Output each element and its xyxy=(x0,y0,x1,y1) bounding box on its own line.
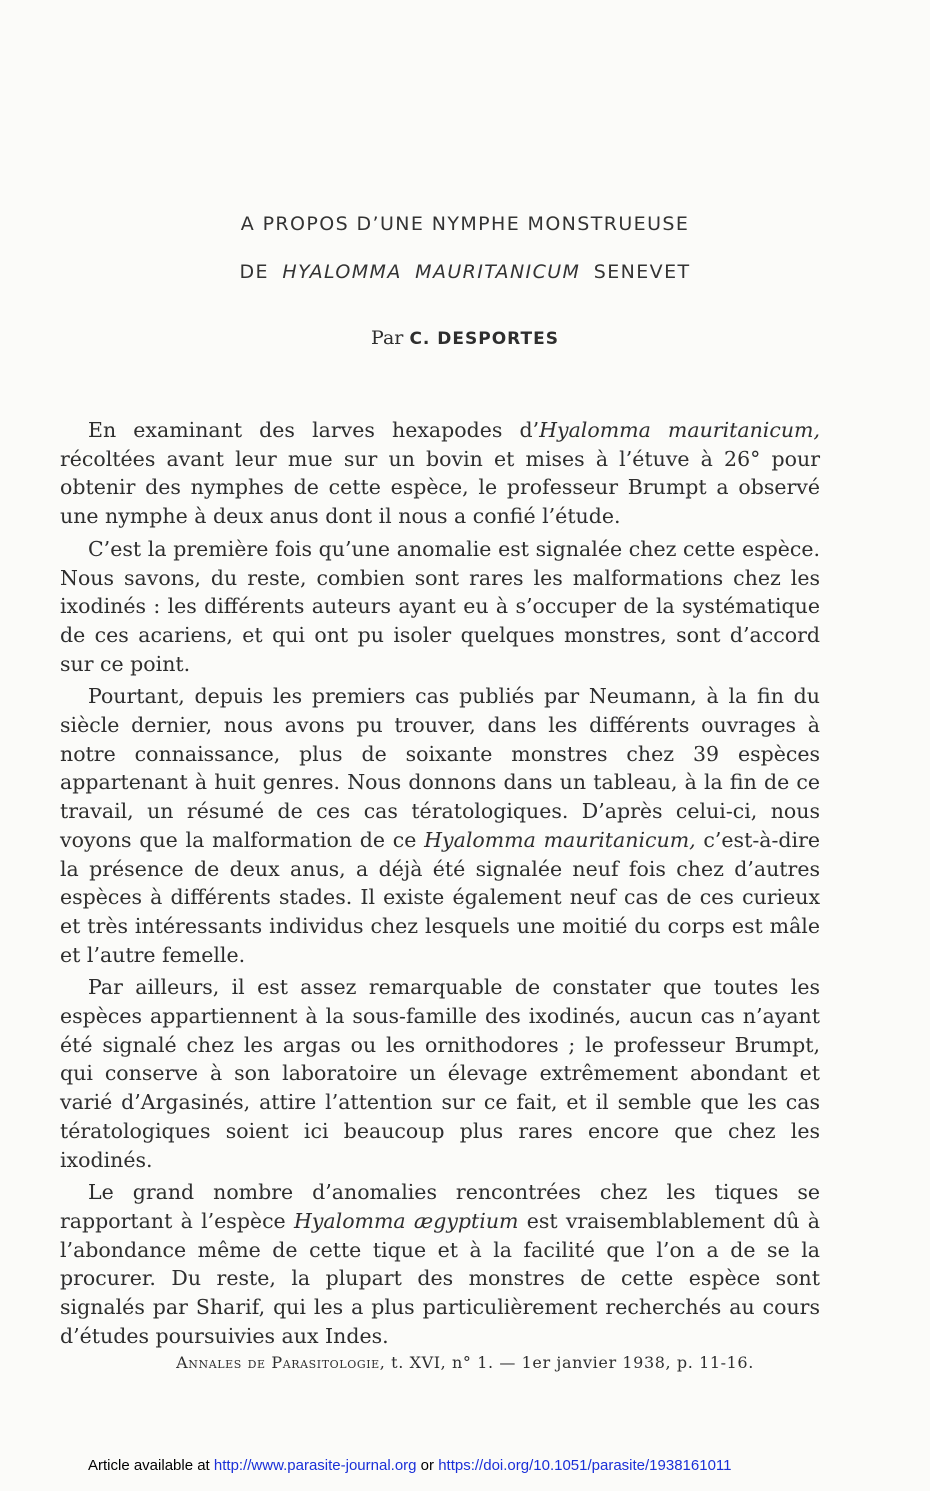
paragraph-5 xyxy=(60,1178,820,1350)
p5-text-c: est vraisemblablement dû à l’abondance même de cette tique et à la facilité que l’on a de se la procurer. Du reste, la plupart des monstres de cette espèce sont signalés par Sharif, qui les a plus particulièrement recherchés au cours d’études poursuivies aux Indes. xyxy=(60,1208,820,1348)
p5-species: Hyalomma ægyptium xyxy=(293,1208,519,1233)
journal-link[interactable]: http://www.parasite-journal.org xyxy=(213,1457,417,1474)
author-name: C. DESPORTES xyxy=(409,329,559,349)
doi-link[interactable]: https://doi.org/10.1051/parasite/1938161011 xyxy=(438,1457,732,1474)
author-line xyxy=(0,327,930,349)
paragraph-4: Par ailleurs, il est assez remarquable de constater que toutes les espèces appartiennent à la sous-famille des ixodinés, aucun cas n’ayant été signalé chez les argas ou les ornithodores ; le professeur Brumpt, qui conserve à son laboratoire un élevage extrêmement abondant et varié d’Argasinés, attire l’attention sur ce fait, et il semble que les cas tératologiques soient ici beaucoup plus rares encore que chez les ixodinés. xyxy=(60,975,820,1172)
p3-text-a: Pourtant, depuis les premiers cas publiés par Neumann, à la fin du siècle dernier, nous avons pu trouver, dans les différents ouvrages à notre connaissance, plus de soixante monstres chez 39 espèces appartenant à huit genres. Nous donnons dans un tableau, à la fin de ce travail, un résumé de ces cas tératologiques. D’après celui-ci, nous voyons que la malformation de ce xyxy=(60,684,820,852)
p5-text-a: Le grand nombre d’anomalies rencontrées chez les tiques se rapportant à l’espèce xyxy=(60,1180,820,1233)
article-title-line-1: A PROPOS D’UNE NYMPHE MONSTRUEUSE xyxy=(240,213,690,235)
title-prefix: DE xyxy=(239,261,269,283)
citation-details: t. XVI, n° 1. — 1er janvier 1938, p. 11-16. xyxy=(391,1353,754,1372)
paragraph-3 xyxy=(60,682,820,969)
citation-journal: Annales de Parasitologie, xyxy=(176,1353,386,1372)
p1-species: Hyalomma mauritanicum, xyxy=(539,418,821,442)
article-availability-footer xyxy=(88,1457,732,1474)
footer-middle: or xyxy=(416,1457,439,1474)
p3-text-c: c’est-à-dire la présence de deux anus, a déjà été signalée neuf fois chez d’autres espèces à différents stades. Il existe également neuf cas de ces curieux et très intéressants individus chez lesquels une moitié du corps est mâle et l’autre femelle. xyxy=(60,827,821,967)
article-title-line-2 xyxy=(0,261,930,283)
p1-text-a: En examinant des larves hexapodes d’ xyxy=(88,418,540,442)
article-body xyxy=(60,416,820,1351)
paragraph-2: C’est la première fois qu’une anomalie est signalée chez cette espèce. Nous savons, du reste, combien sont rares les malformations chez les ixodinés : les différents auteurs ayant eu à s’occuper de la systématique de ces acariens, et qui ont pu isoler quelques monstres, sont d’accord sur ce point. xyxy=(60,536,820,676)
p1-text-c: récoltées avant leur mue sur un bovin et mises à l’étuve à 26° pour obtenir des nymphes de cette espèce, le professeur Brumpt a observé une nymphe à deux anus dont il nous a confié l’étude. xyxy=(60,446,820,529)
title-species: HYALOMMA MAURITANICUM xyxy=(282,261,581,283)
author-prefix: Par xyxy=(371,327,404,349)
paragraph-1 xyxy=(60,416,820,531)
p3-species: Hyalomma mauritanicum, xyxy=(424,827,696,852)
title-suffix: SENEVET xyxy=(593,261,691,283)
footer-prefix: Article available at xyxy=(88,1457,214,1474)
journal-citation xyxy=(0,1353,930,1372)
